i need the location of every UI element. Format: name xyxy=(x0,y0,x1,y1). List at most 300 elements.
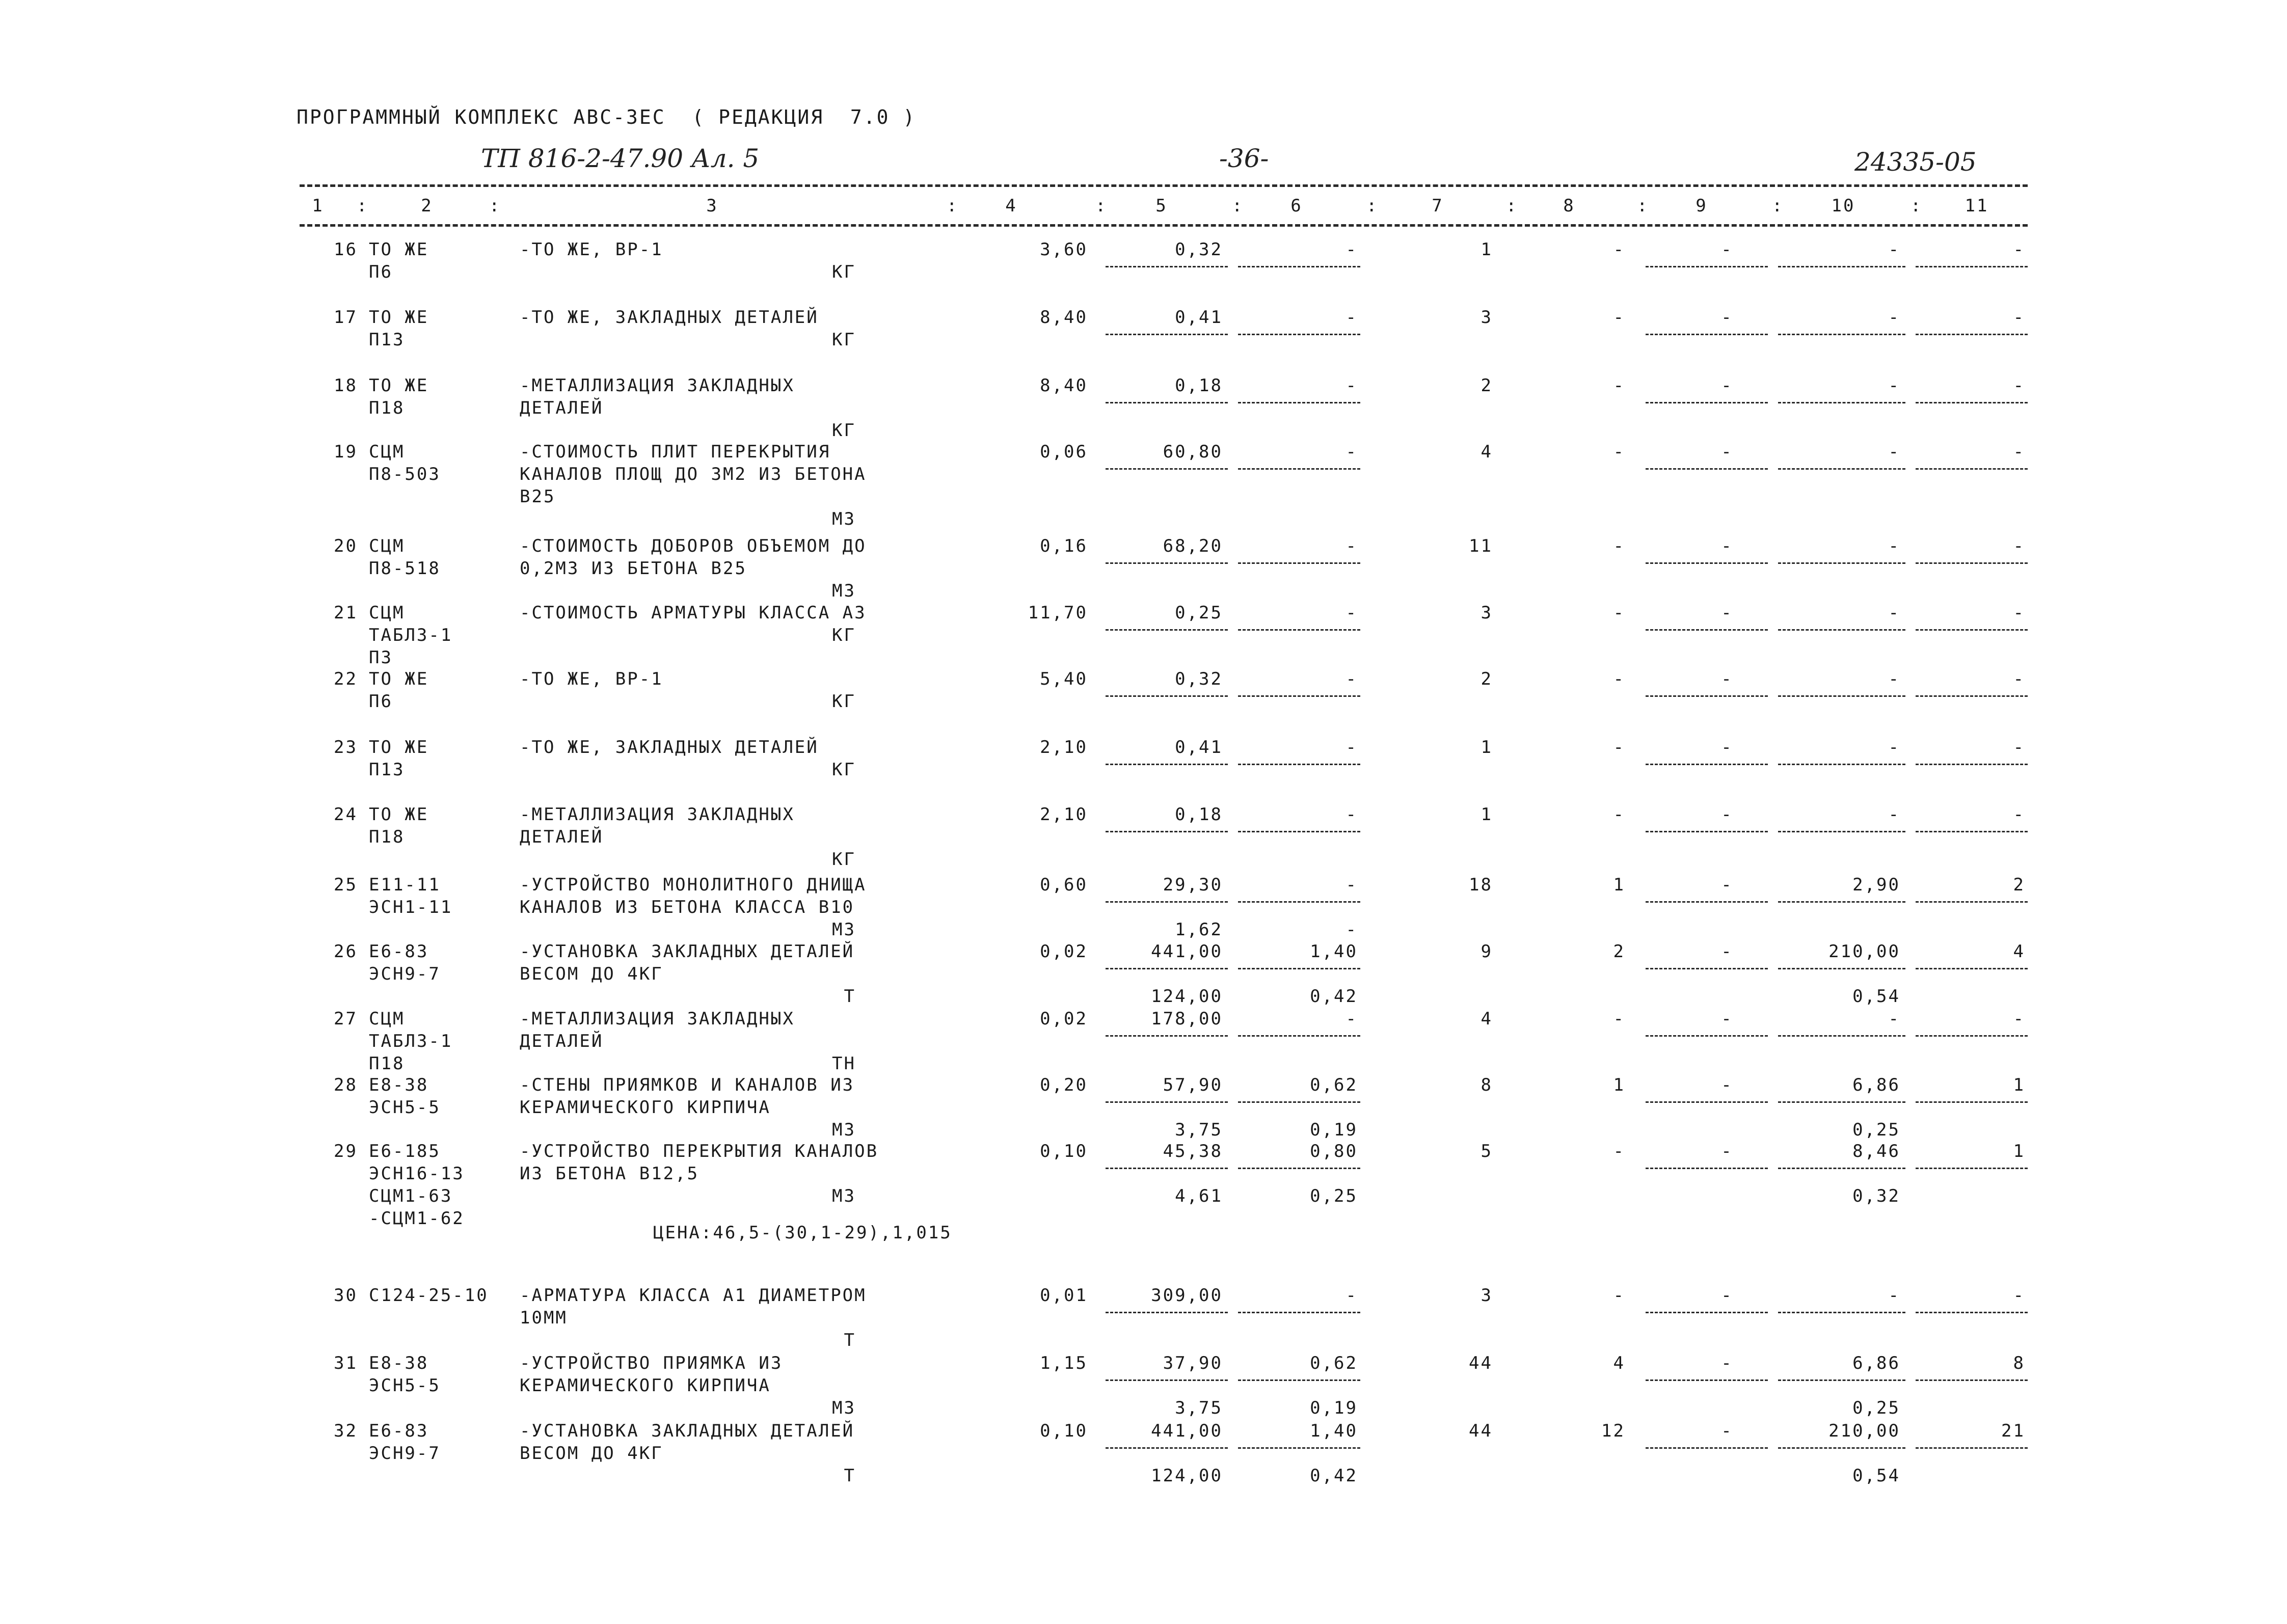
row-code: ТО ЖЕ xyxy=(369,239,429,260)
row-col8: 1 xyxy=(1613,875,1625,895)
row-number: 25 xyxy=(334,875,358,895)
row-col5: 45,38 xyxy=(1163,1141,1223,1161)
row-col6: 1,40 xyxy=(1310,941,1358,962)
cell-separator xyxy=(1778,1379,1905,1382)
row-col7: 1 xyxy=(1481,239,1493,260)
cell-separator xyxy=(1646,468,1768,471)
cell-separator xyxy=(1916,695,2028,698)
row-col5: 3,75 xyxy=(1175,1398,1223,1418)
row-col5: 0,25 xyxy=(1175,603,1223,623)
cell-separator xyxy=(1646,402,1768,404)
row-col10: 0,25 xyxy=(1852,1398,1900,1418)
row-col10: 6,86 xyxy=(1852,1075,1900,1095)
handwritten-page-number: -36- xyxy=(1219,144,1269,173)
row-col8: 4 xyxy=(1613,1353,1625,1373)
row-col9: - xyxy=(1721,1009,1733,1029)
row-col10: - xyxy=(1888,804,1900,825)
row-description: -МЕТАЛЛИЗАЦИЯ ЗАКЛАДНЫХ xyxy=(520,804,795,825)
cell-separator xyxy=(1916,831,2028,833)
row-col5: 0,18 xyxy=(1175,804,1223,825)
row-col11: - xyxy=(2013,1009,2025,1029)
row-unit: Т xyxy=(844,1330,856,1350)
row-unit: КГ xyxy=(832,849,856,870)
cell-separator xyxy=(1778,1447,1905,1450)
row-number: 21 xyxy=(334,603,358,623)
row-description: -УСТРОЙСТВО МОНОЛИТНОГО ДНИЩА xyxy=(520,875,867,895)
cell-separator xyxy=(1238,901,1360,904)
row-col10: 0,54 xyxy=(1852,986,1900,1007)
row-description: ДЕТАЛЕЙ xyxy=(520,827,604,847)
row-unit: М3 xyxy=(832,1186,856,1206)
row-col7: 44 xyxy=(1469,1353,1493,1373)
column-header-3: 3 xyxy=(706,196,718,216)
row-description: ВЕСОМ ДО 4КГ xyxy=(520,964,663,984)
column-divider: : xyxy=(1911,196,1923,216)
row-code: П13 xyxy=(369,330,405,350)
row-col9: - xyxy=(1721,1285,1733,1306)
column-divider: : xyxy=(489,196,501,216)
cell-separator xyxy=(1106,695,1228,698)
row-col6: - xyxy=(1346,239,1358,260)
row-col9: - xyxy=(1721,536,1733,556)
cell-separator xyxy=(1916,334,2028,336)
row-number: 29 xyxy=(334,1141,358,1161)
row-code: -СЦМ1-62 xyxy=(369,1208,465,1229)
row-description: КАНАЛОВ ИЗ БЕТОНА КЛАССА В10 xyxy=(520,897,855,917)
row-col10: - xyxy=(1888,442,1900,462)
row-col6: 0,42 xyxy=(1310,1466,1358,1486)
cell-separator xyxy=(1106,629,1228,632)
cell-separator xyxy=(1778,1312,1905,1314)
row-quantity: 8,40 xyxy=(1040,307,1088,328)
cell-separator xyxy=(1238,764,1360,766)
row-col6: - xyxy=(1346,669,1358,689)
row-col7: 3 xyxy=(1481,307,1493,328)
row-unit: КГ xyxy=(832,420,856,441)
row-code: П18 xyxy=(369,1053,405,1074)
row-col10: 8,46 xyxy=(1852,1141,1900,1161)
row-number: 26 xyxy=(334,941,358,962)
row-col6: 0,19 xyxy=(1310,1120,1358,1140)
cell-separator xyxy=(1106,1312,1228,1314)
row-number: 28 xyxy=(334,1075,358,1095)
row-quantity: 8,40 xyxy=(1040,375,1088,396)
row-number: 23 xyxy=(334,737,358,757)
row-code: ТО ЖЕ xyxy=(369,804,429,825)
row-col6: 0,62 xyxy=(1310,1075,1358,1095)
cell-separator xyxy=(1646,831,1768,833)
cell-separator xyxy=(1646,1035,1768,1038)
row-code: ТАБЛ3-1 xyxy=(369,1031,453,1051)
row-col6: - xyxy=(1346,1009,1358,1029)
cell-separator xyxy=(1916,764,2028,766)
row-col10: - xyxy=(1888,375,1900,396)
row-col11: 8 xyxy=(2013,1353,2025,1373)
row-col9: - xyxy=(1721,669,1733,689)
cell-separator xyxy=(1106,1447,1228,1450)
row-code: П18 xyxy=(369,398,405,418)
cell-separator xyxy=(1238,266,1360,268)
cell-separator xyxy=(1916,1312,2028,1314)
row-col8: - xyxy=(1613,375,1625,396)
row-col5: 0,41 xyxy=(1175,737,1223,757)
row-quantity: 3,60 xyxy=(1040,239,1088,260)
cell-separator xyxy=(1916,1101,2028,1104)
row-description: КЕРАМИЧЕСКОГО КИРПИЧА xyxy=(520,1097,771,1118)
cell-separator xyxy=(1646,629,1768,632)
row-col7: 4 xyxy=(1481,1009,1493,1029)
row-col6: - xyxy=(1346,307,1358,328)
cell-separator xyxy=(1238,334,1360,336)
cell-separator xyxy=(1238,1035,1360,1038)
program-header: ПРОГРАММНЫЙ КОМПЛЕКС АВС-3ЕС ( РЕДАКЦИЯ 7.0 ) xyxy=(297,106,917,128)
cell-separator xyxy=(1916,468,2028,471)
row-col6: - xyxy=(1346,804,1358,825)
row-col8: 12 xyxy=(1601,1421,1625,1441)
row-col7: 4 xyxy=(1481,442,1493,462)
cell-separator xyxy=(1106,1168,1228,1170)
cell-separator xyxy=(1916,1447,2028,1450)
row-col8: - xyxy=(1613,669,1625,689)
cell-separator xyxy=(1916,968,2028,970)
row-description: -УСТАНОВКА ЗАКЛАДНЫХ ДЕТАЛЕЙ xyxy=(520,1421,855,1441)
row-col6: 1,40 xyxy=(1310,1421,1358,1441)
row-unit: КГ xyxy=(832,625,856,645)
row-col8: - xyxy=(1613,442,1625,462)
column-divider: : xyxy=(1232,196,1244,216)
row-col7: 8 xyxy=(1481,1075,1493,1095)
row-col9: - xyxy=(1721,442,1733,462)
cell-separator xyxy=(1106,402,1228,404)
row-col10: - xyxy=(1888,737,1900,757)
cell-separator xyxy=(1778,831,1905,833)
row-col6: 0,62 xyxy=(1310,1353,1358,1373)
cell-separator xyxy=(1778,629,1905,632)
row-number: 22 xyxy=(334,669,358,689)
cell-separator xyxy=(1106,266,1228,268)
column-header-10: 10 xyxy=(1831,196,1855,216)
row-col11: - xyxy=(2013,603,2025,623)
row-col6: - xyxy=(1346,1285,1358,1306)
row-quantity: 0,06 xyxy=(1040,442,1088,462)
row-code: П8-518 xyxy=(369,558,441,579)
row-col5: 124,00 xyxy=(1151,986,1223,1007)
row-col10: 0,25 xyxy=(1852,1120,1900,1140)
row-col10: 2,90 xyxy=(1852,875,1900,895)
row-col9: - xyxy=(1721,941,1733,962)
handwritten-project-code: ТП 816-2-47.90 Ал. 5 xyxy=(481,144,760,173)
row-col5: 309,00 xyxy=(1151,1285,1223,1306)
row-code: П13 xyxy=(369,760,405,780)
cell-separator xyxy=(1646,1168,1768,1170)
row-col6: 0,19 xyxy=(1310,1398,1358,1418)
row-number: 19 xyxy=(334,442,358,462)
column-header-8: 8 xyxy=(1563,196,1575,216)
row-col6: - xyxy=(1346,737,1358,757)
row-col6: 0,42 xyxy=(1310,986,1358,1007)
row-code: Е6-185 xyxy=(369,1141,441,1161)
column-divider: : xyxy=(1637,196,1649,216)
row-col7: 1 xyxy=(1481,804,1493,825)
row-unit: М3 xyxy=(832,919,856,940)
cell-separator xyxy=(1238,468,1360,471)
row-col11: - xyxy=(2013,536,2025,556)
row-description: ДЕТАЛЕЙ xyxy=(520,1031,604,1051)
row-code: П6 xyxy=(369,262,393,282)
row-col8: - xyxy=(1613,1009,1625,1029)
row-col7: 3 xyxy=(1481,603,1493,623)
row-col11: - xyxy=(2013,669,2025,689)
row-code: ТО ЖЕ xyxy=(369,307,429,328)
row-code: П6 xyxy=(369,691,393,712)
row-description: -МЕТАЛЛИЗАЦИЯ ЗАКЛАДНЫХ xyxy=(520,375,795,396)
row-col9: - xyxy=(1721,307,1733,328)
row-quantity: 1,15 xyxy=(1040,1353,1088,1373)
cell-separator xyxy=(1106,901,1228,904)
row-col11: 1 xyxy=(2013,1141,2025,1161)
cell-separator xyxy=(1916,266,2028,268)
row-col10: - xyxy=(1888,1285,1900,1306)
row-col9: - xyxy=(1721,1353,1733,1373)
price-formula: ЦЕНА:46,5-(30,1-29),1,015 xyxy=(653,1223,952,1243)
cell-separator xyxy=(1238,1101,1360,1104)
row-col8: 1 xyxy=(1613,1075,1625,1095)
row-description: В25 xyxy=(520,486,556,507)
cell-separator xyxy=(1916,1379,2028,1382)
row-code: ТАБЛ3-1 xyxy=(369,625,453,645)
cell-separator xyxy=(1106,334,1228,336)
row-quantity: 0,02 xyxy=(1040,941,1088,962)
row-code: СЦМ1-63 xyxy=(369,1186,453,1206)
cell-separator xyxy=(1778,562,1905,565)
row-code: С124-25-10 xyxy=(369,1285,489,1306)
cell-separator xyxy=(1778,968,1905,970)
row-code: Е6-83 xyxy=(369,1421,429,1441)
row-code: П3 xyxy=(369,647,393,668)
row-description: КЕРАМИЧЕСКОГО КИРПИЧА xyxy=(520,1375,771,1396)
row-code: ЭСН1-11 xyxy=(369,897,453,917)
row-col5: 178,00 xyxy=(1151,1009,1223,1029)
row-col10: - xyxy=(1888,536,1900,556)
row-description: -ТО ЖЕ, ЗАКЛАДНЫХ ДЕТАЛЕЙ xyxy=(520,307,819,328)
row-col8: - xyxy=(1613,737,1625,757)
row-code: ТО ЖЕ xyxy=(369,375,429,396)
row-code: П8-503 xyxy=(369,464,441,484)
row-quantity: 5,40 xyxy=(1040,669,1088,689)
row-col5: 0,32 xyxy=(1175,239,1223,260)
row-description: ДЕТАЛЕЙ xyxy=(520,398,604,418)
row-unit: КГ xyxy=(832,691,856,712)
row-col6: - xyxy=(1346,875,1358,895)
row-code: Е6-83 xyxy=(369,941,429,962)
row-description: 10ММ xyxy=(520,1308,568,1328)
column-divider: : xyxy=(1772,196,1784,216)
column-header-1: 1 xyxy=(312,196,324,216)
row-description: -ТО ЖЕ, ЗАКЛАДНЫХ ДЕТАЛЕЙ xyxy=(520,737,819,757)
row-col5: 4,61 xyxy=(1175,1186,1223,1206)
row-description: -АРМАТУРА КЛАССА А1 ДИАМЕТРОМ xyxy=(520,1285,867,1306)
row-quantity: 0,02 xyxy=(1040,1009,1088,1029)
row-col5: 441,00 xyxy=(1151,1421,1223,1441)
row-col6: - xyxy=(1346,603,1358,623)
cell-separator xyxy=(1646,1101,1768,1104)
row-col11: - xyxy=(2013,239,2025,260)
row-col5: 1,62 xyxy=(1175,919,1223,940)
row-col10: - xyxy=(1888,1009,1900,1029)
row-col7: 44 xyxy=(1469,1421,1493,1441)
row-quantity: 0,16 xyxy=(1040,536,1088,556)
row-quantity: 0,10 xyxy=(1040,1421,1088,1441)
cell-separator xyxy=(1238,968,1360,970)
row-col10: 6,86 xyxy=(1852,1353,1900,1373)
column-header-6: 6 xyxy=(1290,196,1303,216)
row-col9: - xyxy=(1721,375,1733,396)
row-col11: 2 xyxy=(2013,875,2025,895)
row-code: СЦМ xyxy=(369,442,405,462)
cell-separator xyxy=(1778,468,1905,471)
cell-separator xyxy=(1238,402,1360,404)
column-header-11: 11 xyxy=(1965,196,1989,216)
row-col9: - xyxy=(1721,1141,1733,1161)
cell-separator xyxy=(1106,1101,1228,1104)
cell-separator xyxy=(1646,968,1768,970)
row-col5: 29,30 xyxy=(1163,875,1223,895)
row-col7: 1 xyxy=(1481,737,1493,757)
row-col11: 4 xyxy=(2013,941,2025,962)
row-number: 27 xyxy=(334,1009,358,1029)
row-description: -УСТАНОВКА ЗАКЛАДНЫХ ДЕТАЛЕЙ xyxy=(520,941,855,962)
column-divider: : xyxy=(947,196,959,216)
row-unit: КГ xyxy=(832,760,856,780)
row-col11: - xyxy=(2013,307,2025,328)
row-col8: 2 xyxy=(1613,941,1625,962)
row-col10: 210,00 xyxy=(1828,941,1900,962)
row-col5: 60,80 xyxy=(1163,442,1223,462)
row-code: Е8-38 xyxy=(369,1353,429,1373)
row-col7: 2 xyxy=(1481,669,1493,689)
cell-separator xyxy=(1646,901,1768,904)
row-code: СЦМ xyxy=(369,1009,405,1029)
row-col10: 0,54 xyxy=(1852,1466,1900,1486)
row-code: СЦМ xyxy=(369,536,405,556)
row-col9: - xyxy=(1721,239,1733,260)
row-unit: КГ xyxy=(832,262,856,282)
row-quantity: 0,01 xyxy=(1040,1285,1088,1306)
cell-separator xyxy=(1778,402,1905,404)
cell-separator xyxy=(1238,562,1360,565)
cell-separator xyxy=(1106,468,1228,471)
row-code: ЭСН9-7 xyxy=(369,1443,441,1464)
row-unit: Т xyxy=(844,986,856,1007)
cell-separator xyxy=(1646,1312,1768,1314)
column-header-4: 4 xyxy=(1005,196,1017,216)
row-col7: 5 xyxy=(1481,1141,1493,1161)
row-unit: ТН xyxy=(832,1053,856,1074)
row-description: -СТОИМОСТЬ АРМАТУРЫ КЛАССА А3 xyxy=(520,603,867,623)
row-unit: М3 xyxy=(832,509,856,529)
row-col11: - xyxy=(2013,442,2025,462)
row-col8: - xyxy=(1613,307,1625,328)
row-code: П18 xyxy=(369,827,405,847)
cell-separator xyxy=(1238,695,1360,698)
row-unit: М3 xyxy=(832,581,856,601)
row-col8: - xyxy=(1613,1285,1625,1306)
cell-separator xyxy=(1646,1447,1768,1450)
row-col5: 37,90 xyxy=(1163,1353,1223,1373)
row-col7: 18 xyxy=(1469,875,1493,895)
row-description: -МЕТАЛЛИЗАЦИЯ ЗАКЛАДНЫХ xyxy=(520,1009,795,1029)
row-code: СЦМ xyxy=(369,603,405,623)
row-col10: 210,00 xyxy=(1828,1421,1900,1441)
row-col9: - xyxy=(1721,1075,1733,1095)
cell-separator xyxy=(1778,1168,1905,1170)
row-description: 0,2М3 ИЗ БЕТОНА В25 xyxy=(520,558,747,579)
column-divider: : xyxy=(1506,196,1518,216)
row-col11: 1 xyxy=(2013,1075,2025,1095)
cell-separator xyxy=(1778,901,1905,904)
row-col5: 68,20 xyxy=(1163,536,1223,556)
row-col11: - xyxy=(2013,375,2025,396)
row-description: КАНАЛОВ ПЛОЩ ДО 3М2 ИЗ БЕТОНА xyxy=(520,464,867,484)
row-code: Е8-38 xyxy=(369,1075,429,1095)
row-col11: - xyxy=(2013,1285,2025,1306)
cell-separator xyxy=(1106,562,1228,565)
row-code: Е11-11 xyxy=(369,875,441,895)
row-col9: - xyxy=(1721,804,1733,825)
row-col11: - xyxy=(2013,737,2025,757)
row-col8: - xyxy=(1613,239,1625,260)
cell-separator xyxy=(1646,334,1768,336)
row-col6: 0,25 xyxy=(1310,1186,1358,1206)
row-unit: М3 xyxy=(832,1398,856,1418)
cell-separator xyxy=(1778,266,1905,268)
cell-separator xyxy=(1238,831,1360,833)
row-col8: - xyxy=(1613,536,1625,556)
row-col5: 0,32 xyxy=(1175,669,1223,689)
cell-separator xyxy=(1916,1035,2028,1038)
row-col5: 3,75 xyxy=(1175,1120,1223,1140)
row-col5: 0,41 xyxy=(1175,307,1223,328)
row-col6: - xyxy=(1346,375,1358,396)
row-quantity: 0,10 xyxy=(1040,1141,1088,1161)
row-unit: Т xyxy=(844,1466,856,1486)
row-quantity: 0,20 xyxy=(1040,1075,1088,1095)
row-description: -ТО ЖЕ, ВР-1 xyxy=(520,669,663,689)
row-unit: КГ xyxy=(832,330,856,350)
row-quantity: 0,60 xyxy=(1040,875,1088,895)
row-code: ЭСН5-5 xyxy=(369,1375,441,1396)
row-description: -ТО ЖЕ, ВР-1 xyxy=(520,239,663,260)
cell-separator xyxy=(1778,1101,1905,1104)
cell-separator xyxy=(1106,831,1228,833)
cell-separator xyxy=(1646,1379,1768,1382)
row-code: ЭСН5-5 xyxy=(369,1097,441,1118)
row-col7: 11 xyxy=(1469,536,1493,556)
row-number: 30 xyxy=(334,1285,358,1306)
cell-separator xyxy=(1916,562,2028,565)
row-quantity: 11,70 xyxy=(1028,603,1088,623)
row-quantity: 2,10 xyxy=(1040,804,1088,825)
cell-separator xyxy=(1916,629,2028,632)
cell-separator xyxy=(1106,764,1228,766)
cell-separator xyxy=(1238,1168,1360,1170)
cell-separator xyxy=(1646,695,1768,698)
cell-separator xyxy=(1238,1312,1360,1314)
row-col10: - xyxy=(1888,603,1900,623)
column-header-5: 5 xyxy=(1155,196,1168,216)
cell-separator xyxy=(1106,1379,1228,1382)
row-code: ТО ЖЕ xyxy=(369,669,429,689)
